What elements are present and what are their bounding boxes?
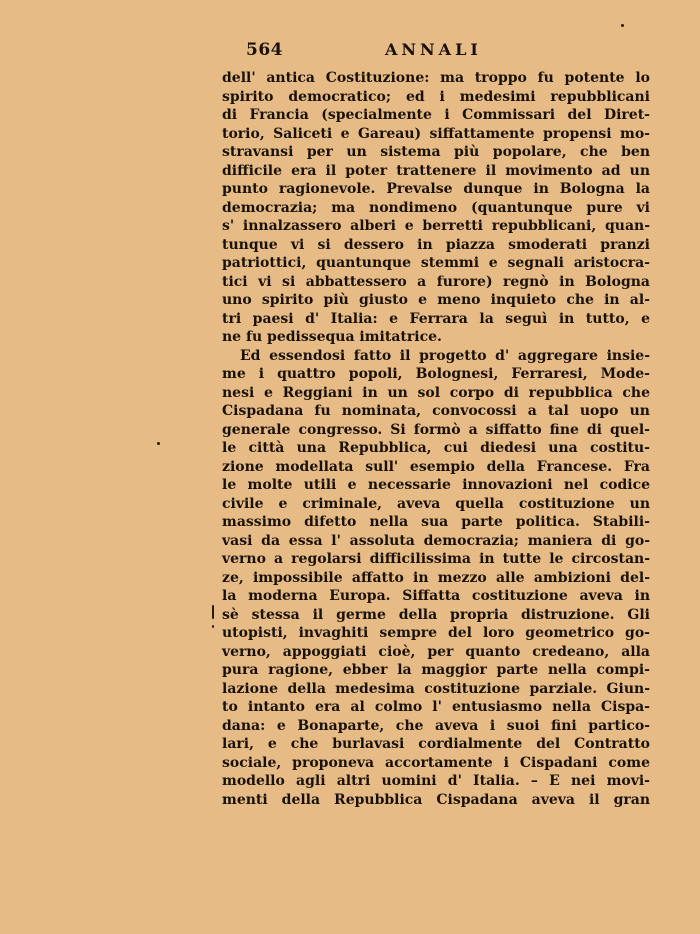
text-line: Ed essendosi fatto il progetto d' aggregare insie- xyxy=(240,347,650,364)
text-line: lari, e che burlavasi cordialmente del Contratto xyxy=(222,736,650,752)
text-line: menti della Repubblica Cispadana aveva il gran xyxy=(222,791,650,808)
paragraph-1 xyxy=(222,69,650,347)
paragraph-2 xyxy=(222,347,650,810)
text-line: democrazia; ma nondimeno (quantunque pure vi xyxy=(222,199,650,216)
text-line: dana: e Bonaparte, che aveva i suoi fini partico- xyxy=(222,717,650,734)
text-line: patriottici, quantunque stemmi e segnali aristocra- xyxy=(222,255,650,271)
text-line: dell' antica Costituzione: ma troppo fu potente lo xyxy=(222,70,650,86)
text-line: s' innalzassero alberi e berretti repubblicani, quan- xyxy=(222,218,650,234)
text-line: verno a regolarsi difficilissima in tutte le circostan- xyxy=(222,551,650,567)
text-line: to intanto era al colmo l' entusiasmo nella Cispa- xyxy=(222,699,650,715)
text-line: civile e criminale, aveva quella costituzione un xyxy=(222,495,650,512)
text-line: di Francia (specialmente i Commissari del Diret- xyxy=(222,107,650,123)
text-line: la moderna Europa. Siffatta costituzione aveva in xyxy=(222,588,650,604)
text-line: zione modellata sull' esempio della Francese. Fra xyxy=(222,458,650,475)
text-line: modello agli altri uomini d' Italia. – E nei movi- xyxy=(222,773,650,789)
text-line: pura ragione, ebber la maggior parte nella compi- xyxy=(222,662,650,678)
text-line: massimo difetto nella sua parte politica. Stabili- xyxy=(222,514,650,530)
running-head xyxy=(222,40,650,64)
text-line: vasi da essa l' assoluta democrazia; maniera di go- xyxy=(222,532,650,549)
text-line: uno spirito più giusto e meno inquieto che in al- xyxy=(222,292,650,308)
print-speck xyxy=(212,625,214,628)
text-line: difficile era il poter trattenere il movimento ad un xyxy=(222,162,650,179)
print-speck xyxy=(212,605,214,619)
text-line: tunque vi si dessero in piazza smoderati pranzi xyxy=(222,236,650,253)
text-line: generale congresso. Si formò a siffatto fine di quel- xyxy=(222,421,650,438)
text-line: ne fu pedissequa imitatrice. xyxy=(222,329,442,345)
book-page xyxy=(222,40,650,809)
page-number: 564 xyxy=(246,40,283,60)
body-text xyxy=(222,69,650,809)
text-line: Cispadana fu nominata, convocossi a tal uopo un xyxy=(222,403,650,419)
text-line: utopisti, invaghiti sempre del loro geometrico go- xyxy=(222,625,650,641)
text-line: le molte utili e necessarie innovazioni nel codice xyxy=(222,477,650,493)
running-title: ANNALI xyxy=(385,40,482,59)
text-line: punto ragionevole. Prevalse dunque in Bologna la xyxy=(222,181,650,197)
text-line: sociale, proponeva accortamente i Cispadani come xyxy=(222,754,650,771)
text-line: verno, appoggiati cioè, per quanto credeano, alla xyxy=(222,643,650,660)
print-speck xyxy=(621,24,624,27)
text-line: torio, Saliceti e Gareau) siffattamente propensi mo- xyxy=(222,125,650,142)
text-line: stravansi per un sistema più popolare, che ben xyxy=(222,144,650,160)
text-line: lazione della medesima costituzione parziale. Giun- xyxy=(222,680,650,697)
print-speck xyxy=(157,442,160,445)
text-line: spirito democratico; ed i medesimi repubblicani xyxy=(222,88,650,105)
text-line: sè stessa il germe della propria distruzione. Gli xyxy=(222,606,650,623)
text-line: ze, impossibile affatto in mezzo alle ambizioni del- xyxy=(222,569,650,586)
text-line: le città una Repubblica, cui diedesi una costitu- xyxy=(222,440,650,456)
text-line: nesi e Reggiani in un sol corpo di repubblica che xyxy=(222,384,650,401)
text-line: tri paesi d' Italia: e Ferrara la seguì in tutto, e xyxy=(222,310,650,327)
text-line: me i quattro popoli, Bolognesi, Ferraresi, Mode- xyxy=(222,366,650,382)
text-line: tici vi si abbattessero a furore) regnò in Bologna xyxy=(222,273,650,290)
